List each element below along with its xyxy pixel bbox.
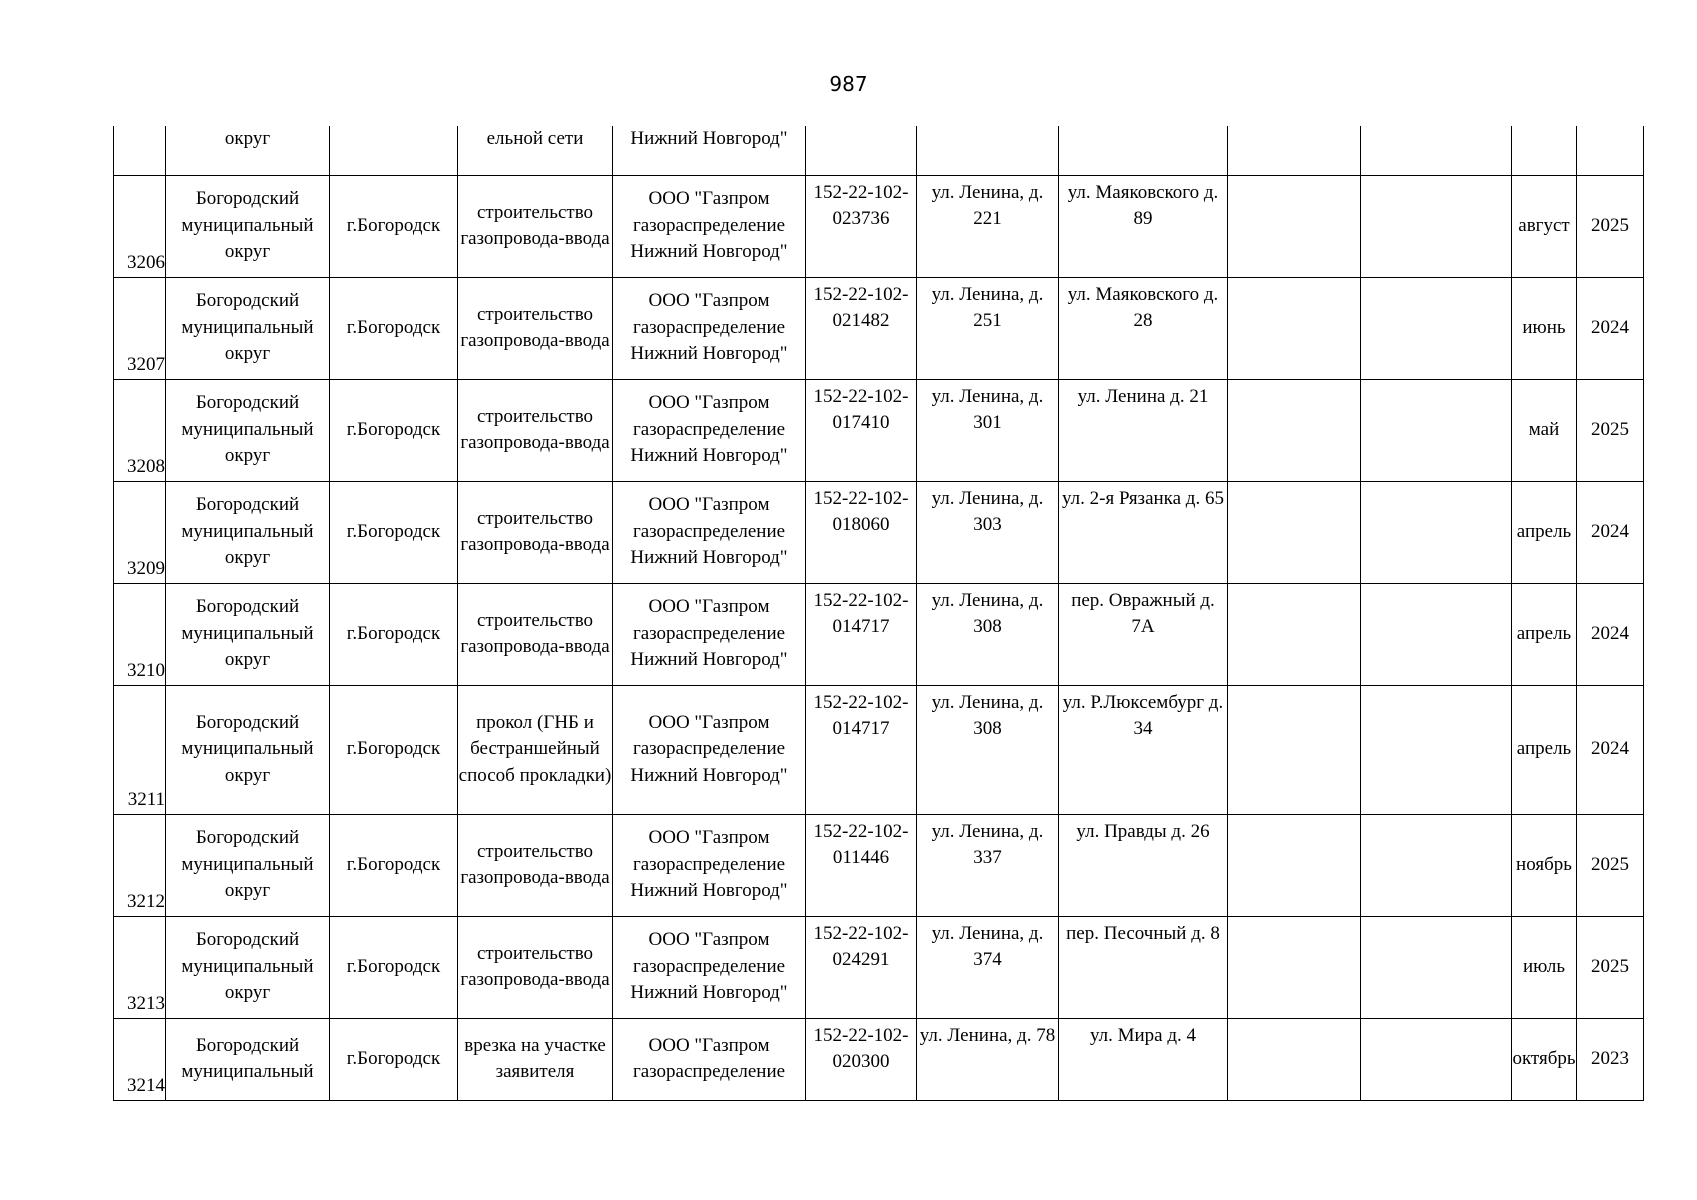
cell-org: ООО "Газпром газораспределение Нижний Новгород" [613, 277, 806, 379]
cell-addr-from: ул. Ленина, д. 337 [917, 814, 1059, 916]
cell-city: г.Богородск [330, 277, 458, 379]
cell-addr-from: ул. Ленина, д. 374 [917, 916, 1059, 1018]
cell-work-type: строительство газопровода-ввода [458, 916, 613, 1018]
table-row [114, 175, 1644, 277]
cell-work-type: строительство газопровода-ввода [458, 379, 613, 481]
cell-empty-1 [1228, 1018, 1361, 1100]
cell-code: 152-22-102-014717 [806, 583, 917, 685]
cell-year: 2025 [1577, 379, 1644, 481]
cell-num: 3212 [114, 814, 166, 916]
cell-empty-2 [1361, 916, 1512, 1018]
cell-month: июль [1512, 916, 1577, 1018]
cell-addr-to [1059, 126, 1228, 175]
cell-org: ООО "Газпром газораспределение [613, 1018, 806, 1100]
cell-month [1512, 126, 1577, 175]
cell-city: г.Богородск [330, 685, 458, 814]
cell-addr-from: ул. Ленина, д. 78 [917, 1018, 1059, 1100]
cell-month: июнь [1512, 277, 1577, 379]
cell-work-type: строительство газопровода-ввода [458, 175, 613, 277]
cell-year: 2024 [1577, 277, 1644, 379]
cell-empty-1 [1228, 481, 1361, 583]
cell-num: 3211 [114, 685, 166, 814]
table-row [114, 1018, 1644, 1100]
cell-num: 3214 [114, 1018, 166, 1100]
cell-addr-to: ул. Правды д. 26 [1059, 814, 1228, 916]
cell-org: ООО "Газпром газораспределение Нижний Новгород" [613, 916, 806, 1018]
cell-month: май [1512, 379, 1577, 481]
cell-addr-to: ул. Мира д. 4 [1059, 1018, 1228, 1100]
cell-empty-1 [1228, 126, 1361, 175]
cell-org: Нижний Новгород" [613, 126, 806, 175]
cell-addr-to: пер. Песочный д. 8 [1059, 916, 1228, 1018]
cell-num: 3208 [114, 379, 166, 481]
cell-addr-from: ул. Ленина, д. 308 [917, 583, 1059, 685]
cell-city: г.Богородск [330, 481, 458, 583]
cell-addr-to: пер. Овражный д. 7А [1059, 583, 1228, 685]
cell-month: август [1512, 175, 1577, 277]
cell-addr-to: ул. 2-я Рязанка д. 65 [1059, 481, 1228, 583]
cell-work-type: строительство газопровода-ввода [458, 583, 613, 685]
cell-empty-1 [1228, 685, 1361, 814]
cell-empty-1 [1228, 916, 1361, 1018]
cell-empty-2 [1361, 175, 1512, 277]
cell-code: 152-22-102-020300 [806, 1018, 917, 1100]
cell-district: округ [166, 126, 330, 175]
cell-district: Богородский муниципальный [166, 1018, 330, 1100]
cell-org: ООО "Газпром газораспределение Нижний Новгород" [613, 481, 806, 583]
cell-city: г.Богородск [330, 1018, 458, 1100]
cell-empty-2 [1361, 583, 1512, 685]
cell-city: г.Богородск [330, 175, 458, 277]
table-row [114, 379, 1644, 481]
cell-year: 2023 [1577, 1018, 1644, 1100]
cell-work-type: прокол (ГНБ и бестраншейный способ прокладки) [458, 685, 613, 814]
table-row [114, 685, 1644, 814]
cell-city: г.Богородск [330, 379, 458, 481]
cell-code: 152-22-102-011446 [806, 814, 917, 916]
cell-district: Богородский муниципальный округ [166, 481, 330, 583]
cell-org: ООО "Газпром газораспределение Нижний Новгород" [613, 175, 806, 277]
cell-addr-from: ул. Ленина, д. 303 [917, 481, 1059, 583]
cell-num: 3213 [114, 916, 166, 1018]
cell-work-type: строительство газопровода-ввода [458, 814, 613, 916]
cell-district: Богородский муниципальный округ [166, 277, 330, 379]
cell-city [330, 126, 458, 175]
cell-district: Богородский муниципальный округ [166, 175, 330, 277]
cell-year: 2024 [1577, 481, 1644, 583]
cell-district: Богородский муниципальный округ [166, 685, 330, 814]
works-table [113, 126, 1644, 1101]
cell-year: 2025 [1577, 175, 1644, 277]
cell-month: ноябрь [1512, 814, 1577, 916]
cell-empty-1 [1228, 277, 1361, 379]
cell-empty-2 [1361, 814, 1512, 916]
cell-city: г.Богородск [330, 814, 458, 916]
cell-addr-to: ул. Маяковского д. 28 [1059, 277, 1228, 379]
cell-city: г.Богородск [330, 583, 458, 685]
cell-code: 152-22-102-018060 [806, 481, 917, 583]
continuation-row [114, 126, 1644, 175]
cell-empty-2 [1361, 1018, 1512, 1100]
cell-code: 152-22-102-024291 [806, 916, 917, 1018]
table-row [114, 814, 1644, 916]
cell-org: ООО "Газпром газораспределение Нижний Новгород" [613, 814, 806, 916]
cell-code: 152-22-102-021482 [806, 277, 917, 379]
cell-work-type: строительство газопровода-ввода [458, 277, 613, 379]
cell-work-type: врезка на участке заявителя [458, 1018, 613, 1100]
cell-district: Богородский муниципальный округ [166, 814, 330, 916]
cell-empty-1 [1228, 814, 1361, 916]
cell-addr-from: ул. Ленина, д. 251 [917, 277, 1059, 379]
cell-work-type: ельной сети [458, 126, 613, 175]
cell-month: апрель [1512, 481, 1577, 583]
cell-year: 2024 [1577, 685, 1644, 814]
cell-empty-1 [1228, 583, 1361, 685]
cell-year [1577, 126, 1644, 175]
cell-addr-from: ул. Ленина, д. 221 [917, 175, 1059, 277]
cell-empty-2 [1361, 379, 1512, 481]
cell-num: 3209 [114, 481, 166, 583]
cell-district: Богородский муниципальный округ [166, 583, 330, 685]
cell-month: апрель [1512, 685, 1577, 814]
cell-num: 3207 [114, 277, 166, 379]
cell-empty-2 [1361, 277, 1512, 379]
cell-district: Богородский муниципальный округ [166, 379, 330, 481]
cell-org: ООО "Газпром газораспределение Нижний Новгород" [613, 379, 806, 481]
cell-addr-to: ул. Р.Люксембург д. 34 [1059, 685, 1228, 814]
cell-empty-1 [1228, 379, 1361, 481]
cell-empty-2 [1361, 481, 1512, 583]
cell-org: ООО "Газпром газораспределение Нижний Новгород" [613, 685, 806, 814]
table-row [114, 916, 1644, 1018]
cell-code [806, 126, 917, 175]
cell-addr-from: ул. Ленина, д. 301 [917, 379, 1059, 481]
cell-month: апрель [1512, 583, 1577, 685]
cell-addr-to: ул. Ленина д. 21 [1059, 379, 1228, 481]
cell-year: 2024 [1577, 583, 1644, 685]
cell-year: 2025 [1577, 916, 1644, 1018]
cell-code: 152-22-102-017410 [806, 379, 917, 481]
cell-code: 152-22-102-023736 [806, 175, 917, 277]
cell-addr-to: ул. Маяковского д. 89 [1059, 175, 1228, 277]
cell-empty-2 [1361, 126, 1512, 175]
cell-org: ООО "Газпром газораспределение Нижний Новгород" [613, 583, 806, 685]
cell-city: г.Богородск [330, 916, 458, 1018]
table-row [114, 583, 1644, 685]
cell-empty-2 [1361, 685, 1512, 814]
cell-empty-1 [1228, 175, 1361, 277]
table-row [114, 481, 1644, 583]
cell-addr-from: ул. Ленина, д. 308 [917, 685, 1059, 814]
cell-month: октябрь [1512, 1018, 1577, 1100]
page-number: 987 [829, 72, 868, 96]
cell-year: 2025 [1577, 814, 1644, 916]
cell-work-type: строительство газопровода-ввода [458, 481, 613, 583]
cell-district: Богородский муниципальный округ [166, 916, 330, 1018]
cell-num: 3206 [114, 175, 166, 277]
cell-num [114, 126, 166, 175]
cell-num: 3210 [114, 583, 166, 685]
cell-code: 152-22-102-014717 [806, 685, 917, 814]
table-row [114, 277, 1644, 379]
cell-addr-from [917, 126, 1059, 175]
